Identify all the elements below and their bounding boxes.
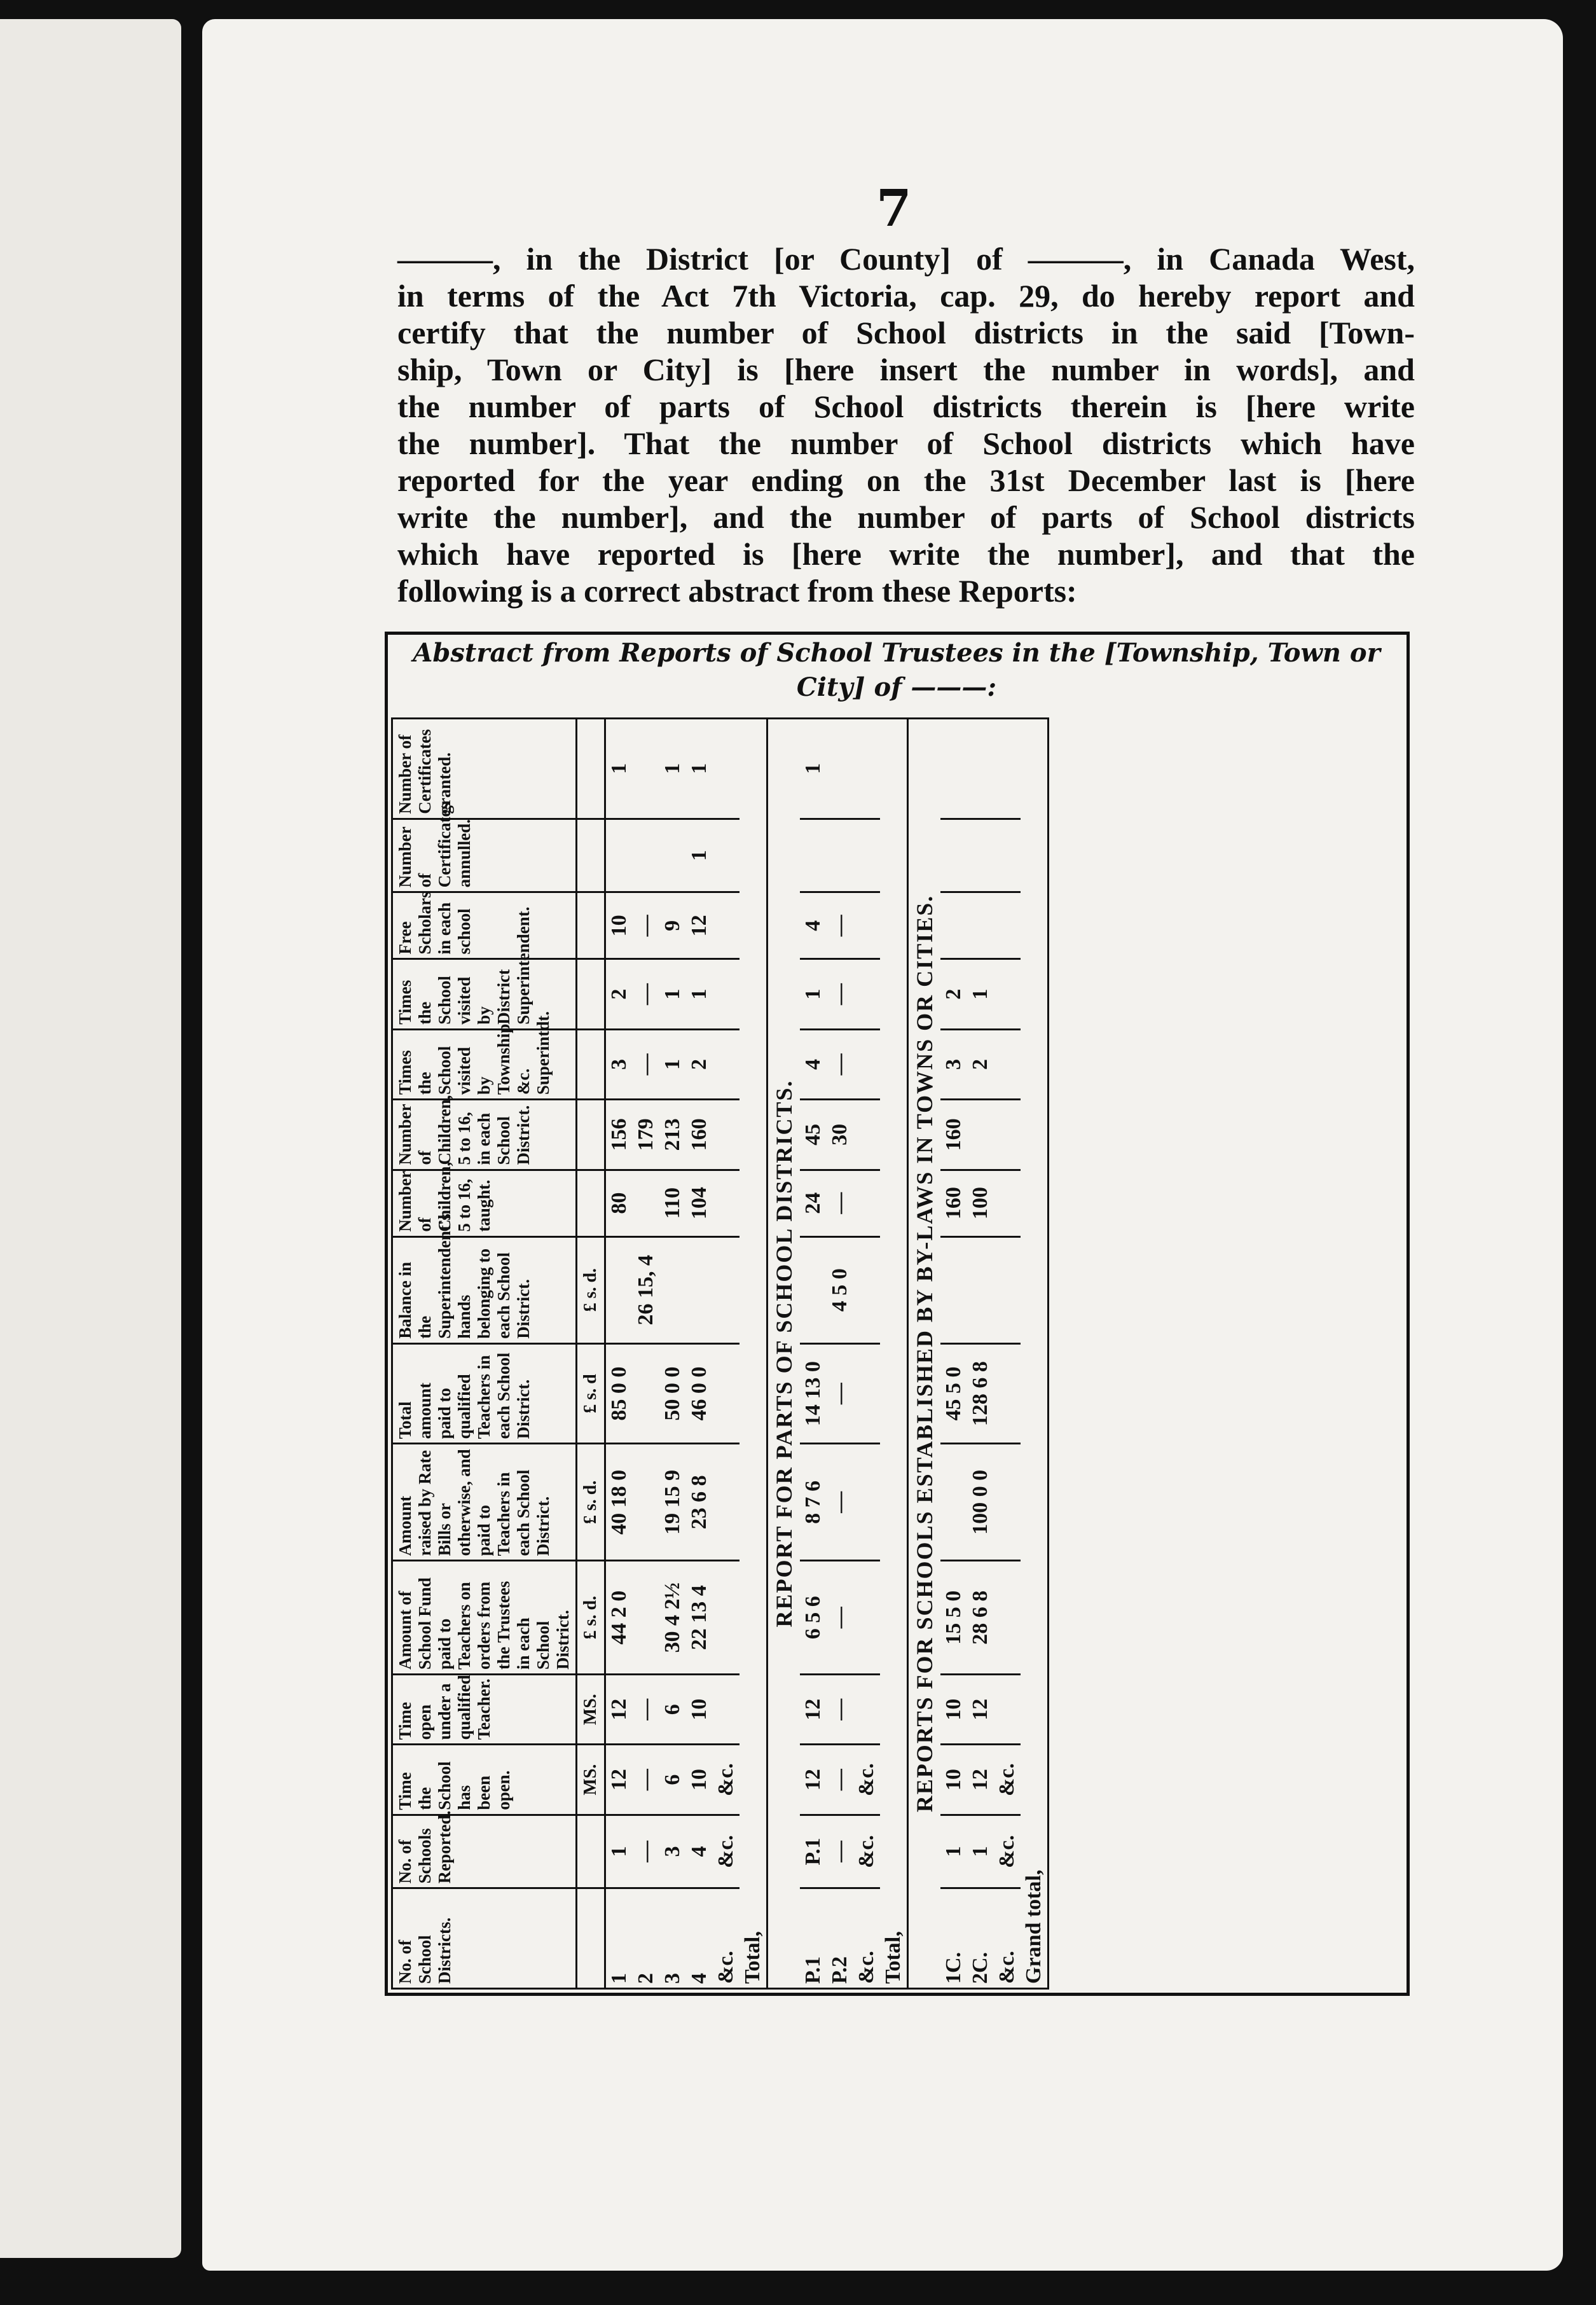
parts-section-heading-label: REPORT FOR PARTS OF SCHOOL DISTRICTS. <box>767 719 801 1989</box>
abstract-table <box>391 717 1049 1990</box>
column-header: Balance in the Superintendent's hands belonging to each School District. <box>392 1236 577 1343</box>
unit-cell <box>577 1100 605 1170</box>
units-row <box>577 719 605 1989</box>
table-cell <box>713 1236 740 1343</box>
table-cell <box>713 892 740 959</box>
column-header: Number of Certificates granted. <box>392 719 577 819</box>
table-cell: 1 <box>967 1815 994 1888</box>
table-cell: 4 <box>686 1815 713 1888</box>
towns-section-heading-label: REPORTS FOR SCHOOLS ESTABLISHED BY BY-LAWS IN TOWNS OR CITIES. <box>908 719 941 1989</box>
table-row <box>686 719 713 1989</box>
table-cell: 12 <box>605 1745 633 1815</box>
table-cell: 2C. <box>967 1888 994 1989</box>
table-header-row <box>392 719 577 1989</box>
table-cell <box>713 1029 740 1099</box>
table-cell: — <box>633 959 659 1029</box>
table-cell <box>853 819 880 892</box>
column-header: No. of School Districts. <box>392 1888 577 1989</box>
unit-cell: MS. <box>577 1745 605 1815</box>
column-header: No. of Schools Reported. <box>392 1815 577 1888</box>
table-cell <box>713 1561 740 1675</box>
table-cell <box>713 1170 740 1236</box>
rotated-abstract-table <box>391 717 1402 1990</box>
unit-cell: £ s. d. <box>577 1236 605 1343</box>
table-cell <box>853 719 880 819</box>
table-cell: 4 <box>686 1888 713 1989</box>
table-cell: 46 0 0 <box>686 1343 713 1444</box>
intro-line: the number of parts of School districts therein is [here write <box>397 389 1415 424</box>
parts-total-row-label: Total, <box>880 719 908 1989</box>
table-cell <box>853 1561 880 1675</box>
table-cell: 2 <box>967 1029 994 1099</box>
table-row <box>967 719 994 1989</box>
table-cell: 12 <box>686 892 713 959</box>
table-cell <box>686 1236 713 1343</box>
table-cell <box>853 959 880 1029</box>
table-cell: 1 <box>686 819 713 892</box>
grand-total-row <box>1021 719 1049 1989</box>
unit-cell: £ s. d. <box>577 1561 605 1675</box>
table-cell <box>659 1236 686 1343</box>
table-cell <box>713 1100 740 1170</box>
unit-cell <box>577 1170 605 1236</box>
table-cell: 15 5 0 <box>940 1561 967 1675</box>
parts-section-heading <box>767 719 801 1989</box>
intro-line: which have reported is [here write the number], and that the <box>397 536 1415 572</box>
table-cell: 1 <box>940 1815 967 1888</box>
table-cell: — <box>827 959 853 1029</box>
table-cell: — <box>827 892 853 959</box>
table-cell: 3 <box>659 1888 686 1989</box>
table-cell: 2 <box>633 1888 659 1989</box>
table-cell <box>940 1236 967 1343</box>
table-cell: 160 <box>686 1100 713 1170</box>
table-cell <box>633 719 659 819</box>
table-cell <box>827 719 853 819</box>
table-cell: &c. <box>994 1745 1021 1815</box>
table-cell: 23 6 8 <box>686 1444 713 1561</box>
table-row <box>605 719 633 1989</box>
table-cell: &c. <box>713 1745 740 1815</box>
table-cell <box>853 892 880 959</box>
table-cell: &c. <box>853 1815 880 1888</box>
table-cell: — <box>827 1343 853 1444</box>
table-cell <box>853 1343 880 1444</box>
table-cell <box>967 1236 994 1343</box>
table-cell <box>853 1029 880 1099</box>
intro-line: following is a correct abstract from these Reports: <box>397 573 1077 609</box>
parts-total-row <box>880 719 908 1989</box>
column-header: Total amount paid to qualified Teachers in each School District. <box>392 1343 577 1444</box>
table-cell: 10 <box>686 1675 713 1745</box>
table-cell: — <box>827 1745 853 1815</box>
table-cell <box>853 1170 880 1236</box>
table-cell: 8 7 6 <box>800 1444 827 1561</box>
table-cell: 6 5 6 <box>800 1561 827 1675</box>
table-cell <box>994 1029 1021 1099</box>
table-cell <box>713 819 740 892</box>
table-cell: 12 <box>800 1675 827 1745</box>
table-cell: &c. <box>713 1815 740 1888</box>
table-cell: 12 <box>800 1745 827 1815</box>
table-cell: — <box>633 1815 659 1888</box>
table-cell: 12 <box>605 1675 633 1745</box>
table-cell: 10 <box>940 1745 967 1815</box>
table-cell: 1 <box>800 959 827 1029</box>
table-cell: 1 <box>659 959 686 1029</box>
table-cell: 1 <box>686 719 713 819</box>
table-cell <box>633 1170 659 1236</box>
table-cell <box>853 1100 880 1170</box>
column-header: Times the School visited by Township &c. Superintdt. <box>392 1029 577 1099</box>
table-cell: &c. <box>713 1888 740 1989</box>
table-cell <box>994 1100 1021 1170</box>
table-cell: P.1 <box>800 1888 827 1989</box>
table-row <box>853 719 880 1989</box>
table-cell <box>940 1444 967 1561</box>
table-cell: 30 4 2½ <box>659 1561 686 1675</box>
table-cell: 1 <box>686 959 713 1029</box>
table-cell: 104 <box>686 1170 713 1236</box>
table-cell: &c. <box>853 1745 880 1815</box>
column-header: Amount raised by Rate Bills or otherwise, and paid to Teachers in each School District. <box>392 1444 577 1561</box>
table-cell: — <box>633 1675 659 1745</box>
table-cell: 14 13 0 <box>800 1343 827 1444</box>
table-cell <box>633 819 659 892</box>
table-cell: — <box>827 1170 853 1236</box>
table-cell: 2 <box>686 1029 713 1099</box>
unit-cell: £ s. d. <box>577 1444 605 1561</box>
table-cell <box>713 1343 740 1444</box>
table-cell: 10 <box>686 1745 713 1815</box>
table-cell: 10 <box>605 892 633 959</box>
table-cell: &c. <box>994 1815 1021 1888</box>
column-header: Time the School has been open. <box>392 1745 577 1815</box>
table-cell: 19 15 9 <box>659 1444 686 1561</box>
table-cell: 3 <box>659 1815 686 1888</box>
table-row <box>994 719 1021 1989</box>
table-cell: 160 <box>940 1100 967 1170</box>
intro-line: the number]. That the number of School districts which have <box>397 426 1415 461</box>
column-header: Time open under a qualified Teacher. <box>392 1675 577 1745</box>
table-cell: 1 <box>605 719 633 819</box>
table-cell <box>853 1444 880 1561</box>
table-cell: 160 <box>940 1170 967 1236</box>
table-cell: 28 6 8 <box>967 1561 994 1675</box>
table-cell: 45 <box>800 1100 827 1170</box>
table-cell: 6 <box>659 1675 686 1745</box>
districts-total-row <box>740 719 767 1989</box>
table-cell <box>967 719 994 819</box>
unit-cell: £ s. d <box>577 1343 605 1444</box>
intro-line: reported for the year ending on the 31st December last is [here <box>397 462 1415 498</box>
column-header: Number of Children, 5 to 16, in each School District. <box>392 1100 577 1170</box>
table-cell <box>967 819 994 892</box>
table-cell <box>940 892 967 959</box>
unit-cell <box>577 1815 605 1888</box>
unit-cell: MS. <box>577 1675 605 1745</box>
unit-cell <box>577 892 605 959</box>
page-number: 7 <box>876 178 912 238</box>
column-header: Number of Children, 5 to 16, taught. <box>392 1170 577 1236</box>
table-cell <box>994 1444 1021 1561</box>
table-cell <box>713 1675 740 1745</box>
unit-cell <box>577 719 605 819</box>
table-cell: — <box>827 1444 853 1561</box>
table-cell: 1 <box>659 1029 686 1099</box>
table-cell: 2 <box>605 959 633 1029</box>
table-cell <box>713 1444 740 1561</box>
table-cell: 179 <box>633 1100 659 1170</box>
table-cell: 9 <box>659 892 686 959</box>
table-cell <box>605 819 633 892</box>
table-cell <box>605 1236 633 1343</box>
table-cell <box>994 1236 1021 1343</box>
table-cell: 12 <box>967 1745 994 1815</box>
table-cell: 156 <box>605 1100 633 1170</box>
table-cell <box>967 1100 994 1170</box>
column-header: Amount of School Fund paid to Teachers on orders from the Trustees in each School District. <box>392 1561 577 1675</box>
table-cell <box>800 1236 827 1343</box>
table-cell: 12 <box>967 1675 994 1745</box>
column-header: Times the School visited by District Superintendent. <box>392 959 577 1029</box>
table-cell: 110 <box>659 1170 686 1236</box>
table-cell: 45 5 0 <box>940 1343 967 1444</box>
table-cell: — <box>827 1029 853 1099</box>
table-cell: 128 6 8 <box>967 1343 994 1444</box>
table-cell <box>713 719 740 819</box>
table-cell: 1 <box>659 719 686 819</box>
table-cell <box>994 1170 1021 1236</box>
districts-total-row-label: Total, <box>740 719 767 1989</box>
table-cell <box>994 819 1021 892</box>
intro-line: ship, Town or City] is [here insert the number in words], and <box>397 352 1415 387</box>
intro-line: ———, in the District [or County] of ———, in Canada West, <box>397 241 1415 277</box>
table-cell: — <box>827 1675 853 1745</box>
column-header: Number of Certificates annulled. <box>392 819 577 892</box>
table-cell: 213 <box>659 1100 686 1170</box>
table-cell <box>853 1236 880 1343</box>
table-cell: 1 <box>967 959 994 1029</box>
table-cell: 30 <box>827 1100 853 1170</box>
table-cell: — <box>827 1815 853 1888</box>
unit-cell <box>577 959 605 1029</box>
grand-total-row-label: Grand total, <box>1021 719 1049 1989</box>
table-cell: — <box>827 1561 853 1675</box>
table-row <box>800 719 827 1989</box>
table-cell: — <box>633 1745 659 1815</box>
table-cell <box>994 719 1021 819</box>
table-cell: 85 0 0 <box>605 1343 633 1444</box>
table-cell <box>713 959 740 1029</box>
table-cell: &c. <box>853 1888 880 1989</box>
table-cell: 80 <box>605 1170 633 1236</box>
table-cell <box>659 819 686 892</box>
table-cell: 1C. <box>940 1888 967 1989</box>
table-cell: 10 <box>940 1675 967 1745</box>
column-header: Free Scholars in each school <box>392 892 577 959</box>
unit-cell <box>577 1029 605 1099</box>
table-cell: 4 <box>800 892 827 959</box>
table-cell <box>633 1343 659 1444</box>
intro-line: certify that the number of School districts in the said [Town- <box>397 315 1415 350</box>
table-cell: 26 15, 4 <box>633 1236 659 1343</box>
table-cell: P.2 <box>827 1888 853 1989</box>
table-cell: P.1 <box>800 1815 827 1888</box>
table-cell: 1 <box>800 719 827 819</box>
unit-cell <box>577 819 605 892</box>
table-cell: 3 <box>605 1029 633 1099</box>
table-row <box>633 719 659 1989</box>
table-cell <box>994 1343 1021 1444</box>
table-cell: 4 5 0 <box>827 1236 853 1343</box>
table-row <box>659 719 686 1989</box>
table-cell <box>994 1561 1021 1675</box>
intro-paragraph <box>397 240 1415 609</box>
table-cell <box>994 892 1021 959</box>
towns-section-heading <box>908 719 941 1989</box>
table-cell: 24 <box>800 1170 827 1236</box>
table-cell: 100 <box>967 1170 994 1236</box>
unit-cell <box>577 1888 605 1989</box>
table-cell <box>633 1561 659 1675</box>
table-cell: 100 0 0 <box>967 1444 994 1561</box>
table-cell: 2 <box>940 959 967 1029</box>
intro-line: write the number], and the number of parts of School districts <box>397 499 1415 535</box>
table-cell: &c. <box>994 1888 1021 1989</box>
facing-page-edge <box>0 19 181 2258</box>
table-cell: — <box>633 1029 659 1099</box>
table-cell: 1 <box>605 1815 633 1888</box>
table-cell <box>940 819 967 892</box>
table-row <box>827 719 853 1989</box>
table-cell: 3 <box>940 1029 967 1099</box>
table-row <box>940 719 967 1989</box>
table-row <box>713 719 740 1989</box>
table-cell: 22 13 4 <box>686 1561 713 1675</box>
table-cell <box>800 819 827 892</box>
table-cell: 4 <box>800 1029 827 1099</box>
table-cell <box>853 1675 880 1745</box>
table-cell <box>994 1675 1021 1745</box>
table-cell: 6 <box>659 1745 686 1815</box>
table-cell <box>967 892 994 959</box>
abstract-heading: Abstract from Reports of School Trustees in the [Township, Town or City] of ———: <box>413 638 1380 702</box>
intro-line: in terms of the Act 7th Victoria, cap. 29, do hereby report and <box>397 278 1415 314</box>
table-cell: 50 0 0 <box>659 1343 686 1444</box>
table-cell <box>994 959 1021 1029</box>
table-cell <box>633 1444 659 1561</box>
table-cell <box>827 819 853 892</box>
table-cell <box>940 719 967 819</box>
table-cell: 44 2 0 <box>605 1561 633 1675</box>
table-cell: 40 18 0 <box>605 1444 633 1561</box>
table-cell: 1 <box>605 1888 633 1989</box>
table-cell: — <box>633 892 659 959</box>
